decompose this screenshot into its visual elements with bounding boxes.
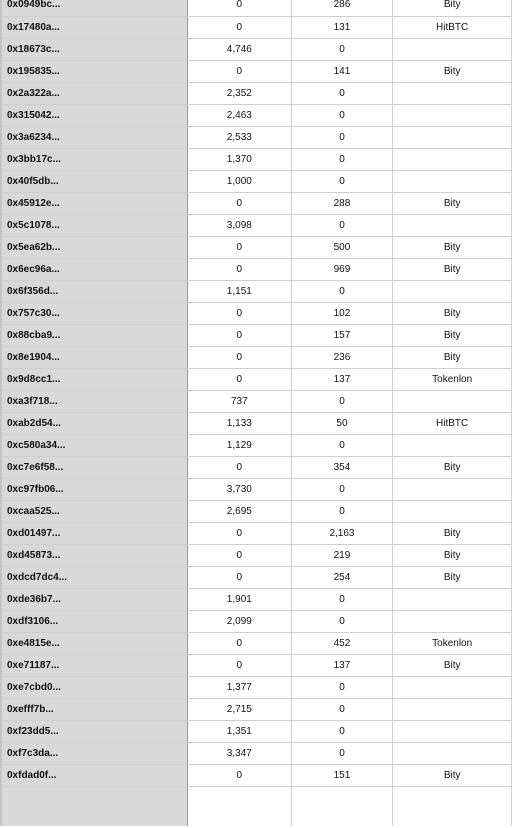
value-b-cell[interactable]: 137 (291, 654, 393, 676)
table-row (1, 764, 512, 786)
address-cell[interactable]: 0x315042... (1, 104, 187, 126)
value-b-cell[interactable]: 0 (291, 698, 393, 720)
table-row (1, 544, 512, 566)
value-b-cell[interactable]: 0 (291, 676, 393, 698)
exchange-cell[interactable] (393, 82, 512, 104)
exchange-cell[interactable]: Bity (393, 0, 512, 16)
value-a-cell[interactable]: 3,730 (187, 478, 291, 500)
exchange-cell[interactable] (393, 698, 512, 720)
address-cell[interactable]: 0xdf3106... (1, 610, 187, 632)
empty-row (1, 786, 512, 826)
table-row (1, 214, 512, 236)
empty-cell[interactable] (187, 786, 291, 826)
exchange-cell[interactable]: Bity (393, 654, 512, 676)
address-cell[interactable]: 0x3a6234... (1, 126, 187, 148)
table-row (1, 742, 512, 764)
exchange-cell[interactable] (393, 478, 512, 500)
table-row (1, 610, 512, 632)
value-b-cell[interactable]: 254 (291, 566, 393, 588)
empty-cell[interactable] (291, 786, 393, 826)
table-row (1, 676, 512, 698)
table-row (1, 654, 512, 676)
value-b-cell[interactable]: 0 (291, 588, 393, 610)
value-b-cell[interactable]: 2,163 (291, 522, 393, 544)
exchange-cell[interactable] (393, 126, 512, 148)
address-cell[interactable]: 0xd01497... (1, 522, 187, 544)
value-b-cell[interactable]: 131 (291, 16, 393, 38)
value-a-cell[interactable]: 0 (187, 566, 291, 588)
value-a-cell[interactable]: 2,695 (187, 500, 291, 522)
address-cell[interactable]: 0x5c1078... (1, 214, 187, 236)
value-a-cell[interactable]: 0 (187, 764, 291, 786)
value-b-cell[interactable]: 0 (291, 170, 393, 192)
value-a-cell[interactable]: 1,129 (187, 434, 291, 456)
value-b-cell[interactable]: 0 (291, 214, 393, 236)
table-row (1, 236, 512, 258)
exchange-cell[interactable] (393, 742, 512, 764)
value-b-cell[interactable]: 0 (291, 500, 393, 522)
value-b-cell[interactable]: 969 (291, 258, 393, 280)
exchange-cell[interactable] (393, 500, 512, 522)
exchange-cell[interactable]: Bity (393, 192, 512, 214)
table-row (1, 192, 512, 214)
value-a-cell[interactable]: 0 (187, 16, 291, 38)
value-b-cell[interactable]: 0 (291, 478, 393, 500)
table-row (1, 16, 512, 38)
value-a-cell[interactable]: 0 (187, 346, 291, 368)
exchange-cell[interactable]: Bity (393, 764, 512, 786)
table-row (1, 632, 512, 654)
value-b-cell[interactable]: 157 (291, 324, 393, 346)
exchange-cell[interactable]: Tokenlon (393, 632, 512, 654)
table-row (1, 302, 512, 324)
address-cell[interactable]: 0xc7e6f58... (1, 456, 187, 478)
table-row (1, 566, 512, 588)
value-a-cell[interactable]: 1,151 (187, 280, 291, 302)
table-row (1, 588, 512, 610)
address-cell[interactable]: 0xc97fb06... (1, 478, 187, 500)
value-b-cell[interactable]: 50 (291, 412, 393, 434)
value-a-cell[interactable]: 3,098 (187, 214, 291, 236)
value-a-cell[interactable]: 1,351 (187, 720, 291, 742)
address-cell[interactable]: 0xe4815e... (1, 632, 187, 654)
address-cell[interactable]: 0xe71187... (1, 654, 187, 676)
table-row (1, 456, 512, 478)
address-cell[interactable]: 0xdcd7dc4... (1, 566, 187, 588)
table-row (1, 82, 512, 104)
exchange-cell[interactable] (393, 170, 512, 192)
table-row (1, 126, 512, 148)
value-a-cell[interactable]: 3,347 (187, 742, 291, 764)
exchange-cell[interactable] (393, 104, 512, 126)
table-row (1, 0, 512, 16)
value-a-cell[interactable]: 2,533 (187, 126, 291, 148)
value-a-cell[interactable]: 2,352 (187, 82, 291, 104)
value-b-cell[interactable]: 288 (291, 192, 393, 214)
value-b-cell[interactable]: 286 (291, 0, 393, 16)
address-cell[interactable]: 0x8e1904... (1, 346, 187, 368)
exchange-cell[interactable] (393, 610, 512, 632)
exchange-cell[interactable] (393, 38, 512, 60)
value-a-cell[interactable]: 1,000 (187, 170, 291, 192)
table-row (1, 478, 512, 500)
value-a-cell[interactable]: 2,463 (187, 104, 291, 126)
exchange-cell[interactable]: Bity (393, 236, 512, 258)
table-row (1, 170, 512, 192)
exchange-cell[interactable]: Bity (393, 522, 512, 544)
value-b-cell[interactable]: 0 (291, 148, 393, 170)
table-row (1, 60, 512, 82)
table-row (1, 500, 512, 522)
value-b-cell[interactable]: 0 (291, 434, 393, 456)
table-row (1, 280, 512, 302)
value-b-cell[interactable]: 0 (291, 38, 393, 60)
exchange-cell[interactable]: HitBTC (393, 16, 512, 38)
address-cell[interactable]: 0x88cba9... (1, 324, 187, 346)
exchange-cell[interactable]: Bity (393, 60, 512, 82)
value-a-cell[interactable]: 0 (187, 324, 291, 346)
table-row (1, 522, 512, 544)
address-cell[interactable]: 0xf23dd5... (1, 720, 187, 742)
exchange-cell[interactable]: Bity (393, 346, 512, 368)
value-a-cell[interactable]: 0 (187, 0, 291, 16)
value-b-cell[interactable]: 0 (291, 742, 393, 764)
value-b-cell[interactable]: 102 (291, 302, 393, 324)
exchange-cell[interactable]: Bity (393, 456, 512, 478)
table-row (1, 390, 512, 412)
value-a-cell[interactable]: 0 (187, 258, 291, 280)
empty-cell[interactable] (393, 786, 512, 826)
value-b-cell[interactable]: 151 (291, 764, 393, 786)
address-cell[interactable]: 0x45912e... (1, 192, 187, 214)
exchange-cell[interactable]: Bity (393, 302, 512, 324)
table-row (1, 698, 512, 720)
value-b-cell[interactable]: 452 (291, 632, 393, 654)
table-row (1, 148, 512, 170)
table-row (1, 104, 512, 126)
address-cell[interactable]: 0x6ec96a... (1, 258, 187, 280)
value-a-cell[interactable]: 1,370 (187, 148, 291, 170)
value-b-cell[interactable]: 236 (291, 346, 393, 368)
exchange-cell[interactable] (393, 390, 512, 412)
exchange-cell[interactable] (393, 588, 512, 610)
value-b-cell[interactable]: 500 (291, 236, 393, 258)
value-b-cell[interactable]: 219 (291, 544, 393, 566)
address-cell[interactable]: 0xe7cbd0... (1, 676, 187, 698)
address-cell[interactable]: 0x6f356d... (1, 280, 187, 302)
value-a-cell[interactable]: 1,377 (187, 676, 291, 698)
exchange-cell[interactable] (393, 214, 512, 236)
address-cell[interactable]: 0xefff7b... (1, 698, 187, 720)
value-a-cell[interactable]: 0 (187, 60, 291, 82)
address-cell[interactable]: 0xfdad0f... (1, 764, 187, 786)
exchange-cell[interactable] (393, 434, 512, 456)
value-b-cell[interactable]: 137 (291, 368, 393, 390)
exchange-cell[interactable]: HitBTC (393, 412, 512, 434)
address-cell[interactable]: 0xa3f718... (1, 390, 187, 412)
table-row (1, 346, 512, 368)
address-cell[interactable]: 0xcaa525... (1, 500, 187, 522)
table-row (1, 434, 512, 456)
value-a-cell[interactable]: 737 (187, 390, 291, 412)
table-body (1, 0, 512, 826)
value-a-cell[interactable]: 2,099 (187, 610, 291, 632)
table-row (1, 324, 512, 346)
value-a-cell[interactable]: 0 (187, 522, 291, 544)
table-row (1, 368, 512, 390)
value-a-cell[interactable]: 2,715 (187, 698, 291, 720)
empty-cell[interactable] (1, 786, 187, 826)
value-b-cell[interactable]: 0 (291, 280, 393, 302)
exchange-cell[interactable]: Bity (393, 258, 512, 280)
address-cell[interactable]: 0xde36b7... (1, 588, 187, 610)
address-cell[interactable]: 0xab2d54... (1, 412, 187, 434)
exchange-cell[interactable]: Bity (393, 566, 512, 588)
value-a-cell[interactable]: 0 (187, 192, 291, 214)
value-a-cell[interactable]: 1,901 (187, 588, 291, 610)
value-b-cell[interactable]: 354 (291, 456, 393, 478)
address-cell[interactable]: 0x9d8cc1... (1, 368, 187, 390)
exchange-cell[interactable] (393, 720, 512, 742)
exchange-cell[interactable]: Bity (393, 324, 512, 346)
table-row (1, 38, 512, 60)
exchange-cell[interactable] (393, 676, 512, 698)
value-a-cell[interactable]: 4,746 (187, 38, 291, 60)
address-cell[interactable]: 0xf7c3da... (1, 742, 187, 764)
address-cell[interactable]: 0x17480a... (1, 16, 187, 38)
address-cell[interactable]: 0x2a322a... (1, 82, 187, 104)
value-b-cell[interactable]: 0 (291, 82, 393, 104)
exchange-cell[interactable] (393, 148, 512, 170)
address-cell[interactable]: 0xc580a34... (1, 434, 187, 456)
exchange-cell[interactable]: Tokenlon (393, 368, 512, 390)
value-a-cell[interactable]: 0 (187, 632, 291, 654)
value-a-cell[interactable]: 0 (187, 654, 291, 676)
table-row (1, 720, 512, 742)
table-row (1, 412, 512, 434)
value-b-cell[interactable]: 0 (291, 720, 393, 742)
address-cell[interactable]: 0x40f5db... (1, 170, 187, 192)
value-a-cell[interactable]: 0 (187, 236, 291, 258)
value-a-cell[interactable]: 0 (187, 368, 291, 390)
value-a-cell[interactable]: 0 (187, 302, 291, 324)
address-cell[interactable]: 0x0949bc... (1, 0, 187, 16)
exchange-cell[interactable] (393, 280, 512, 302)
address-cell[interactable]: 0x5ea62b... (1, 236, 187, 258)
value-a-cell[interactable]: 0 (187, 456, 291, 478)
address-cell[interactable]: 0x195835... (1, 60, 187, 82)
address-cell[interactable]: 0x3bb17c... (1, 148, 187, 170)
value-b-cell[interactable]: 141 (291, 60, 393, 82)
exchange-cell[interactable]: Bity (393, 544, 512, 566)
address-cell[interactable]: 0xd45873... (1, 544, 187, 566)
value-b-cell[interactable]: 0 (291, 610, 393, 632)
table-row (1, 258, 512, 280)
value-b-cell[interactable]: 0 (291, 126, 393, 148)
address-cell[interactable]: 0x18673c... (1, 38, 187, 60)
address-cell[interactable]: 0x757c30... (1, 302, 187, 324)
value-a-cell[interactable]: 0 (187, 544, 291, 566)
value-a-cell[interactable]: 1,133 (187, 412, 291, 434)
value-b-cell[interactable]: 0 (291, 390, 393, 412)
value-b-cell[interactable]: 0 (291, 104, 393, 126)
